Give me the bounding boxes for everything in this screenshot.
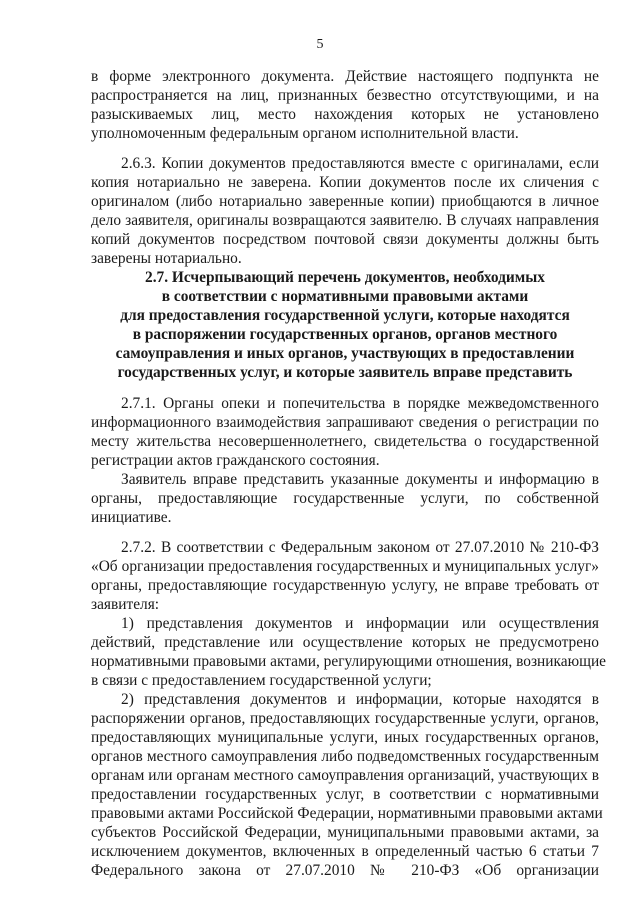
text-line: 2.7.2. В соответствии с Федеральным законом от 27.07.2010 № 210-ФЗ xyxy=(121,539,599,556)
page-number: 5 xyxy=(316,37,324,52)
text-line: дело заявителя, оригиналы возвращаются заявителю. В случаях направления xyxy=(91,212,599,229)
heading-line: государственных услуг, и которые заявитель вправе представить xyxy=(117,364,573,381)
text-line: 1) представления документов и информации или осуществления xyxy=(121,615,599,632)
text-line: месту жительства несовершеннолетнего, свидетельства о государственной xyxy=(91,433,599,450)
text-line: в форме электронного документа. Действие настоящего подпункта не xyxy=(91,68,599,85)
text-line: исключением документов, включенных в определенный частью 6 статьи 7 xyxy=(91,843,599,860)
text-line: распоряжении органов, предоставляющих государственные услуги, органов, xyxy=(91,710,599,727)
text-line: оригиналом (либо нотариально заверенные копии) приобщаются в личное xyxy=(91,193,599,210)
text-line: действий, представление или осуществление которых не предусмотрено xyxy=(91,634,599,651)
text-line: распространяется на лиц, признанных безвестно отсутствующими, и на xyxy=(91,87,599,104)
text-line: Заявитель вправе представить указанные документы и информацию в xyxy=(121,471,599,488)
text-line: разыскиваемых лиц, место нахождения которых не установлено xyxy=(91,106,599,123)
text-line: правовыми актами Российской Федерации, нормативными правовыми актами xyxy=(91,805,603,822)
text-line: уполномоченным федеральным органом исполнительной власти. xyxy=(91,125,519,142)
text-line: «Об организации предоставления государственных и муниципальных услуг» xyxy=(91,558,599,575)
text-line: 2) представления документов и информации, которые находятся в xyxy=(121,691,599,708)
heading-line: в распоряжении государственных органов, органов местного xyxy=(132,326,558,343)
text-line: органов местного самоуправления либо подведомственных государственным xyxy=(91,748,599,765)
text-line: копия нотариально не заверена. Копии документов после их сличения с xyxy=(91,174,599,191)
text-line: в связи с предоставлением государственной услуги; xyxy=(91,672,432,689)
text-line: 2.7.1. Органы опеки и попечительства в порядке межведомственного xyxy=(121,395,599,412)
text-line: предоставляющих муниципальные услуги, иных государственных органов, xyxy=(91,729,599,746)
text-line: органы, предоставляющие государственную услугу, не вправе требовать от xyxy=(91,577,599,594)
text-line: субъектов Российской Федерации, муниципальными правовыми актами, за xyxy=(91,824,599,841)
text-line: 2.6.3. Копии документов предоставляются вместе с оригиналами, если xyxy=(121,155,599,172)
text-line: регистрации актов гражданского состояния. xyxy=(91,452,380,469)
heading-line: самоуправления и иных органов, участвующих в предоставлении xyxy=(115,345,575,362)
text-line: нормативными правовыми актами, регулирующими отношения, возникающие xyxy=(91,653,607,670)
text-line: органы, предоставляющие государственные услуги, по собственной xyxy=(91,490,599,507)
heading-line: 2.7. Исчерпывающий перечень документов, необходимых xyxy=(145,269,545,286)
text-line: информационного взаимодействия запрашивают сведения о регистрации по xyxy=(91,414,599,431)
text-line: инициативе. xyxy=(91,509,172,526)
text-line: органам или органам местного самоуправления организаций, участвующих в xyxy=(91,767,599,784)
heading-line: в соответствии с нормативными правовыми актами xyxy=(161,288,529,305)
text-line: заявителя: xyxy=(91,596,160,613)
text-line: копий документов посредством почтовой связи документы должны быть xyxy=(91,231,599,248)
text-line: заверены нотариально. xyxy=(91,250,242,267)
text-line: предоставлении государственных услуг, в соответствии с нормативными xyxy=(91,786,599,803)
text-line: Федерального закона от 27.07.2010 № 210-ФЗ «Об организации xyxy=(91,862,599,879)
heading-line: для предоставления государственной услуги, которые находятся xyxy=(120,307,570,324)
